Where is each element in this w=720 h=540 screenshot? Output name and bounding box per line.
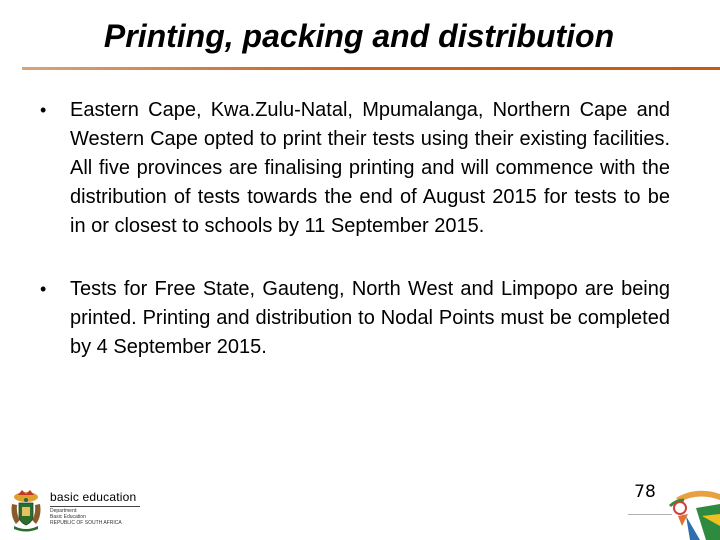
- slide-title: Printing, packing and distribution: [103, 18, 615, 54]
- bullet-text: Eastern Cape, Kwa.Zulu-Natal, Mpumalanga, Northern Cape and Western Cape opted to print their tests using their existing facilities. All five provinces are finalising printing and will commence with the distribution of tests towards the end of August 2015 for tests to be in or closest to schools by 11 September 2015.: [70, 99, 670, 237]
- title-underline: [22, 67, 720, 70]
- logo-name: basic education: [50, 490, 137, 504]
- bullet-text: Tests for Free State, Gauteng, North West and Limpopo are being printed. Printing and distribution to Nodal Points must be completed by 4 September 2015.: [70, 278, 670, 358]
- bullet-marker: •: [40, 279, 47, 299]
- anniversary-ribbon-icon: [666, 486, 720, 540]
- logo-text: [50, 490, 148, 526]
- logo-line-2: Basic Education: [50, 514, 86, 520]
- bullet-item-1: [40, 96, 670, 241]
- page-number: 78: [634, 482, 656, 502]
- bullet-marker: •: [40, 100, 47, 120]
- logo-line-1: Department:: [50, 508, 78, 514]
- logo-divider: [50, 506, 140, 507]
- coat-of-arms-icon: [8, 488, 44, 534]
- department-logo: [8, 488, 148, 536]
- bullet-list: [40, 96, 670, 362]
- bullet-item-2: [40, 275, 670, 362]
- logo-line-3: REPUBLIC OF SOUTH AFRICA: [50, 520, 122, 526]
